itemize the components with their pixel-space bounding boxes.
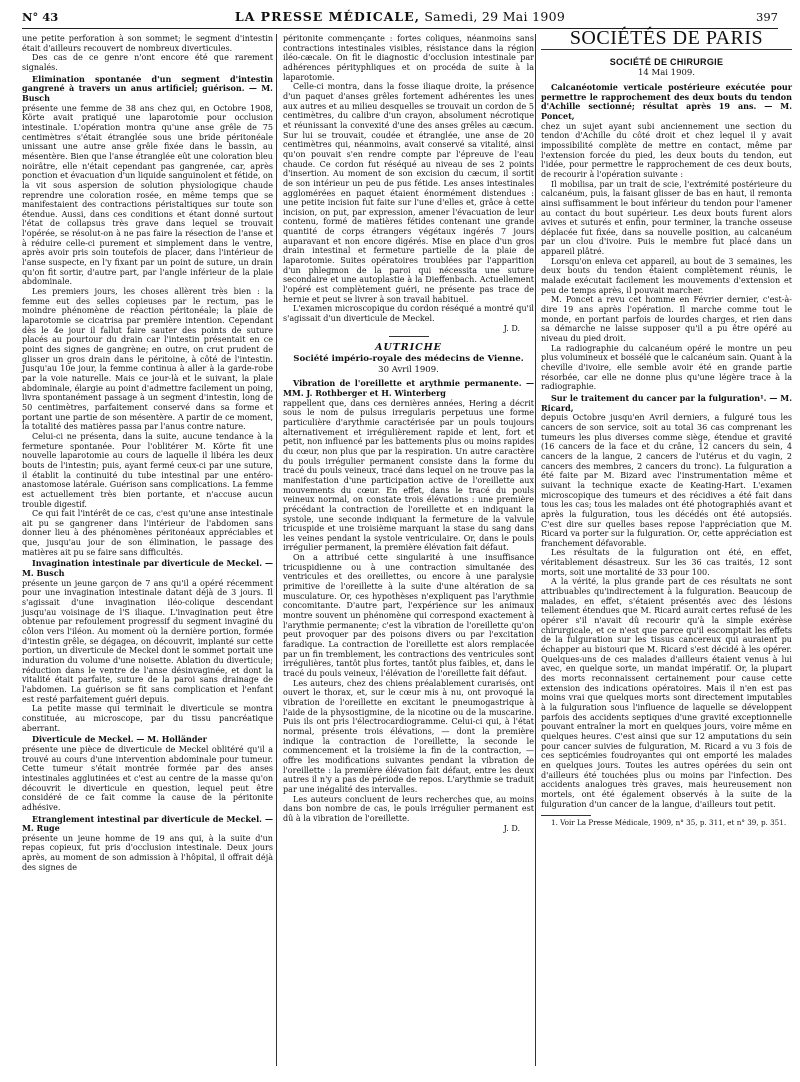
paragraph: Celui-ci ne présenta, dans la suite, aucune tendance à la fermeture spontanée. Pour l'oblitérer M. Körte fit une nouvelle laparotomie au cours de laquelle il libéra les deux bouts de l'intestin; puis, ayant fermé ceux-ci par une suture, il établit la continuité du tube intestinal par une entéro-anastomose latérale. Guérison sans complications. La femme est actuellement très bien portante, et n'accuse aucun trouble digestif.	[22, 431, 273, 509]
paragraph: Les auteurs, chez des chiens préalablement curarisés, ont ouvert le thorax, et, sur le cœur mis à nu, ont provoqué la vibration de l'oreillette en excitant le pneumogastrique à l'aide de la physostigmine, de la nicotine ou de la muscarine. Puis ils ont pris l'électrocardiogramme. Celui-ci qui, à l'état normal, présente trois élévations, — dont la première indique la contraction de l'oreillette, la seconde le commencement et la troisième la fin de la contraction, — offre les modifications suivantes pendant la vibration de l'oreillette : la première élévation fait défaut, entre les deux autres il n'y a pas de période de repos. L'arythmie se traduit par une inégalité des intervalles.	[283, 678, 534, 794]
column-2	[283, 34, 534, 833]
paragraph: présente un jeune garçon de 7 ans qu'il a opéré récemment pour une invagination intestinale datant déjà de 3 jours. Il s'agissait d'une invagination iléo-colique descendant jusqu'au voisinage de l'S iliaque. L'invagination peut être obtenue par refoulement progressif du segment invaginé du côlon vers l'iléon. Au moment où la dernière portion, formée d'intestin grêle, se dégagea, on découvrit, implanté sur cette portion, un diverticule de Meckel dont le sommet portait une induration du volume d'une noisette. Ablation du diverticule; réduction dans le ventre de l'anse désinvaginée, et dont la vitalité était parfaite, suture de la paroi sans drainage de l'abdomen. La guérison se fit sans complication et l'enfant est resté parfaitement guéri depuis.	[22, 578, 273, 704]
article-heading: Invagination intestinale par diverticule de Meckel. — M. Busch	[22, 558, 273, 579]
session-date: 14 Mai 1909.	[637, 68, 696, 79]
issue-date: Samedi, 29 Mai 1909	[424, 9, 566, 24]
paragraph: présente une pièce de diverticule de Meckel oblitéré qu'il a trouvé au cours d'une intervention abdominale pour tumeur. Cette tumeur s'était montrée formée par des anses intestinales agglutinées et c'est au centre de la masse qu'on découvrit le diverticule en question, lequel peut être considéré de ce fait comme la cause de la péritonite adhésive.	[22, 744, 273, 812]
society-name: Société império-royale des médecins de Vienne.	[293, 354, 524, 364]
journal-name: LA PRESSE MÉDICALE,	[234, 9, 421, 24]
paragraph: La petite masse qui terminait le diverticule se montra constituée, au microscope, par du tissu pancréatique aberrant.	[22, 704, 273, 733]
paragraph: La radiographie du calcanéum opéré le montre un peu plus volumineux et bossélé que le calcanéum sain. Quant à la cheville d'ivoire, elle semble avoir été en grande partie résorbée, car elle ne donne plus qu'une légère trace à la radiographie.	[541, 343, 792, 392]
footnote-divider	[541, 815, 591, 816]
paragraph: L'examen microscopique du cordon réséqué a montré qu'il s'agissait d'un diverticule de Meckel.	[283, 304, 534, 324]
paragraph: Les auteurs concluent de leurs recherches que, au moins dans bon nombre de cas, le pouls irrégulier permanent est dû à la vibration de l'oreillette.	[283, 794, 534, 823]
article-heading: Vibration de l'oreillette et arythmie permanente. — MM. J. Rothberger et H. Winterberg	[283, 378, 534, 398]
article-heading: Elimination spontanée d'un segment d'intestin gangrené à travers un anus artificiel; guérison. — M. Busch	[22, 73, 273, 103]
society-name: SOCIÉTÉ DE CHIRURGIE	[609, 56, 724, 67]
column-divider	[276, 34, 277, 1066]
session-date: 30 Avril 1909.	[378, 364, 439, 375]
paragraph: A la vérité, la plus grande part de ces résultats ne sont attribuables qu'indirectement à la fulguration. Beaucoup de malades, en effet, s'étaient présentés avec des lésions tellement étendues que M. Ricard aurait certes refusé de les opérer s'il n'avait dû recourir qu'à la simple exérèse chirurgicale, et ce n'est que parce qu'il escomptait les effets de la fulguration sur les tissus cancereux qui auraient pu échapper au bistouri que M. Ricard s'est décidé à les opérer. Quelques-uns de ces malades d'ailleurs étaient venus à lui avec, en quelque sorte, un mandat impératif. Or, la plupart des morts reconnaissent certainement pour cause cette extension des indications opératoires. Mais il n'en est pas moins vrai que quelques morts sont directement imputables à la fulguration sous l'influence de laquelle se développent parfois des accidents septiques d'une gravité exceptionnelle pouvant entraîner la mort en quelques jours, voire même en quelques heures. C'est ainsi que sur 12 amputations du sein pour cancer suivies de fulguration, M. Ricard a vu 3 fois de ces septicémies foudroyantes qui ont emporté les malades en quelques jours. Toutes les autres opérées du sein ont d'ailleurs été touchées plus ou moins par l'infection. Des accidents analogues très graves, mais heureusement non mortels, ont été également observés à la suite de la fulguration d'un cancer de la langue, d'ailleurs tout petit.	[541, 577, 792, 809]
paragraph: péritonite commençante : fortes coliques, néanmoins sans contractions intestinales visibles, résistance dans la région iléo-cæcale. On fit le diagnostic d'occlusion intestinale par adhérences pérityphliques et on procéda de suite à la laparotomie.	[283, 34, 534, 82]
article-heading: Etranglement intestinal par diverticule de Meckel. — M. Ruge	[22, 813, 273, 834]
paragraph: depuis Octobre jusqu'en Avril derniers, a fulguré tous les cancers de son service, soit au total 36 cas comprenant les tumeurs les plus diverses comme siège, étendue et gravité (16 cancers de la face et du crâne, 12 cancers du sein, 4 cancers de la langue, 2 cancers de l'utérus et du vagin, 2 cancers des membres, 2 cancers du tronc). La fulguration a été faite par M. Bizard avec l'instrumentation même et suivant la technique exacte de Keating-Hart. L'examen microscopique des tumeurs et des récidives a été fait dans tous les cas; tous les malades ont été photographiés avant et après la fulguration, tous les décédés ont été autopsiés. C'est dire sur quelles bases repose l'appréciation que M. Ricard va porter sur la fulguration. Or, cette appréciation est franchement défavorable.	[541, 413, 792, 548]
section-divider	[389, 336, 429, 337]
paragraph: On a attribué cette singularité à une insuffisance tricuspidienne ou à une contraction simultanée des ventricules et des oreillettes, ou encore à une paralysie primitive de l'oreillette à la suite d'une altération de sa musculature. Or, ces hypothèses n'expliquent pas l'arythmie concomitante. D'autre part, l'expérience sur les animaux montre souvent un phénomène qui correspond exactement à l'arythmie permanente; c'est la vibration de l'oreillette qu'on peut provoquer par des poisons divers ou par l'excitation faradique. La contraction de l'oreillette est alors remplacée par un fin tremblement, les contractions des ventricules sont irrégulières, tantôt plus fortes, tantôt plus faibles, et, dans le tracé du pouls veineux, l'élévation de l'oreillette fait défaut.	[283, 553, 534, 678]
column-3	[541, 27, 792, 828]
paragraph: Des cas de ce genre n'ont encore été que rarement signalés.	[22, 53, 273, 72]
issue-number: N° 43	[22, 10, 59, 24]
column-1	[22, 34, 273, 872]
footnote: 1. Voir La Presse Médicale, 1909, n° 35, p. 311, et n° 39, p. 351.	[551, 818, 787, 828]
paragraph: Les premiers jours, les choses allèrent très bien : la femme eut des selles copieuses par le rectum, pas le moindre phénomène de réaction péritonéale; la plaie de laparotomie se cicatrisa par première intention. Cependant dès le 4e jour il fallut faire sauter des points de suture placés au pourtour du drain car l'intestin présentait en ce point des signes de gangrène; en outre, on crut prudent de glisser un gros drain dans le péritoine, à côté de l'intestin. Jusqu'au 10e jour, la femme continua à aller à la garde-robe par la voie naturelle. Mais ce jour-là et le suivant, la plaie abdominale, élargie au point d'admettre facilement un poing, livra spontanément passage à un segment d'intestin, long de 50 centimètres, parfaitement conservé dans sa forme et portant une partie de son mésentère. A partir de ce moment, la totalité des matières passa par l'anus contre nature.	[22, 287, 273, 432]
paragraph: une petite perforation à son sommet; le segment d'intestin était d'ailleurs recouvert de nombreux diverticules.	[22, 34, 273, 53]
article-heading: Diverticule de Meckel. — M. Holländer	[32, 734, 207, 745]
section-title: SOCIÉTÉS DE PARIS	[541, 34, 792, 50]
paragraph: Les résultats de la fulguration ont été, en effet, véritablement désastreux. Sur les 36 cas traités, 12 sont morts, soit une mortalité de 33 pour 100.	[541, 548, 792, 577]
article-heading: Sur le traitement du cancer par la fulguration¹. — M. Ricard,	[541, 392, 792, 413]
paragraph: Lorsqu'on enleva cet appareil, au bout de 3 semaines, les deux bouts du tendon étaient complètement réunis, le malade exécutait facilement les mouvements d'extension et peu de temps après, il pouvait marcher.	[541, 256, 792, 295]
paragraph: M. Poncet a revu cet homme en Février dernier, c'est-à-dire 19 ans après l'opération. Il marche comme tout le monde, en portant parfois de lourdes charges, et rien dans sa démarche ne laisse supposer qu'il a pu être opéré au niveau du pied droit.	[541, 295, 792, 344]
page-number: 397	[756, 10, 778, 24]
column-divider	[535, 34, 536, 1066]
article-heading: Calcanéotomie verticale postérieure exécutée pour permettre le rapprochement des deux bouts du tendon d'Achille sectionné; résultat après 19 ans. — M. Poncet,	[541, 81, 792, 121]
page-header	[22, 8, 778, 29]
journal-header	[22, 9, 778, 24]
paragraph: présente une femme de 38 ans chez qui, en Octobre 1908, Körte avait pratiqué une laparotomie pour occlusion intestinale. L'opération montra qu'une anse grêle de 75 centimètres s'était étranglée sous une bride péritonéale unissant une autre anse grêle fixée dans le bassin, au mésentère. Bien que l'anse étranglée eût une coloration bleu noirâtre, elle n'était cependant pas gangrenée, car, après ponction et évacuation d'un liquide sanguinolent et fétide, on la vit sous aspersion de solution physiologique chaude reprendre une coloration rosée, en même temps que se manifestaient des contractions péristaltiques sur toute son étendue. Aussi, dans ces conditions et étant donné surtout l'état de collapsus très grave dans lequel se trouvait l'opérée, se résolut-on à ne pas faire la résection de l'anse et à réduire celle-ci purement et simplement dans le ventre, après avoir pris soin toutefois de placer, dans l'intérieur de l'anse suspecte, en l'y fixant par un point de suture, un drain qu'on fit sortir, d'autre part, par l'angle inférieur de la plaie abdominale.	[22, 103, 273, 287]
paragraph: Celle-ci montra, dans la fosse iliaque droite, la présence d'un paquet d'anses grêles fortement adhérentes les unes aux autres et au milieu desquelles se trouvait un cordon de 5 centimètres, du calibre d'un crayon, absolument nécrotique et réunissant la convexité d'une des anses grêles au cæcum. Sur lui se trouvait, coudée et étranglée, une anse de 20 centimètres qui, néanmoins, avait conservé sa vitalité, ainsi qu'on pouvait s'en rendre compte par l'épreuve de l'eau chaude. Ce cordon fut réséqué au niveau de ses 2 points d'insertion. Au moment de son excision du cæcum, il sortit de son intérieur un peu de pus fétide. Les anses intestinales agglomérées en paquet étaient énormément distendues : une petite incision fut faite sur l'une d'elles et, grâce à cette incision, on put, par expression, amener l'évacuation de leur contenu, formé de matières fétides contenant une grande quantité de corps étrangers végétaux ingérés 7 jours auparavant et non encore digérés. Mise en place d'un gros drain intestinal et fermeture partielle de la plaie de laparotomie. Suites opératoires troublées par l'apparition d'un phlegmon de la paroi qui nécessita une suture secondaire et une autoplastie à la Dieffenbach. Actuellement l'opéré est complètement guéri, ne présente pas trace de hernie et peut se livrer à son travail habituel.	[283, 82, 534, 304]
paragraph: présente un jeune homme de 19 ans qui, à la suite d'un repas copieux, fut pris d'occlusion intestinale. Deux jours après, au moment de son admission à l'hôpital, il offrait déjà des signes de	[22, 833, 273, 872]
paragraph: Il mobilisa, par un trait de scie, l'extrémité postérieure du calcanéum, puis, la faisant glisser de bas en haut, il remonta ainsi suffisamment le bout inférieur du tendon pour l'amener au contact du bout supérieur. Les deux bouts furent alors avives et suturés et enfin, pour terminer, la tranche osseuse déplacée fut fixée, dans sa nouvelle position, au calcanéum par un clou d'ivoire. Puis le membre fut placé dans un appareil plâtré.	[541, 179, 792, 257]
country-heading: AUTRICHE	[375, 342, 442, 354]
paragraph: chez un sujet ayant subi anciennement une section du tendon d'Achille du côté droit et chez lequel il y avait impossibilité complète de mettre en contact, même par l'extension forcée du pied, les deux bouts du tendon, eut l'idée, pour permettre le rapprochement de ces deux bouts, de recourir à l'opération suivante :	[541, 121, 792, 179]
signature: J. D.	[503, 323, 520, 333]
signature: J. D.	[503, 823, 520, 833]
paragraph: Ce qui fait l'intérêt de ce cas, c'est qu'une anse intestinale ait pu se gangrener dans l'intérieur de l'abdomen sans donner lieu à des phénomènes péritonéaux appréciables et que, jusqu'au jour de son élimination, le passage des matières ait pu se faire sans difficultés.	[22, 509, 273, 557]
paragraph: rappellent que, dans ces dernières années, Hering a décrit sous le nom de pulsus irregularis perpetuus une forme particulière d'arythmie caractérisée par un pouls toujours alternativement et irrégulièrement rapide et lent, fort et petit, non influencé par les battements plus ou moins rapides du cœur, non plus que par la respiration. Un autre caractère du pouls irrégulier permanent consiste dans la forme du tracé du pouls veineux, tracé dans lequel on ne trouve pas la manifestation d'une participation active de l'oreillette aux mouvements du cœur. En effet, dans le tracé du pouls veineux normal, on constate trois élévations : une première précédant la contraction de l'oreillette et en indiquant la systole, une seconde indiquant la fermeture de la valvule tricuspide et une troisième marquant la stase du sang dans les veines pendant la systole ventriculaire. Or, dans le pouls irrégulier permanent, la première élévation fait défaut.	[283, 398, 534, 553]
